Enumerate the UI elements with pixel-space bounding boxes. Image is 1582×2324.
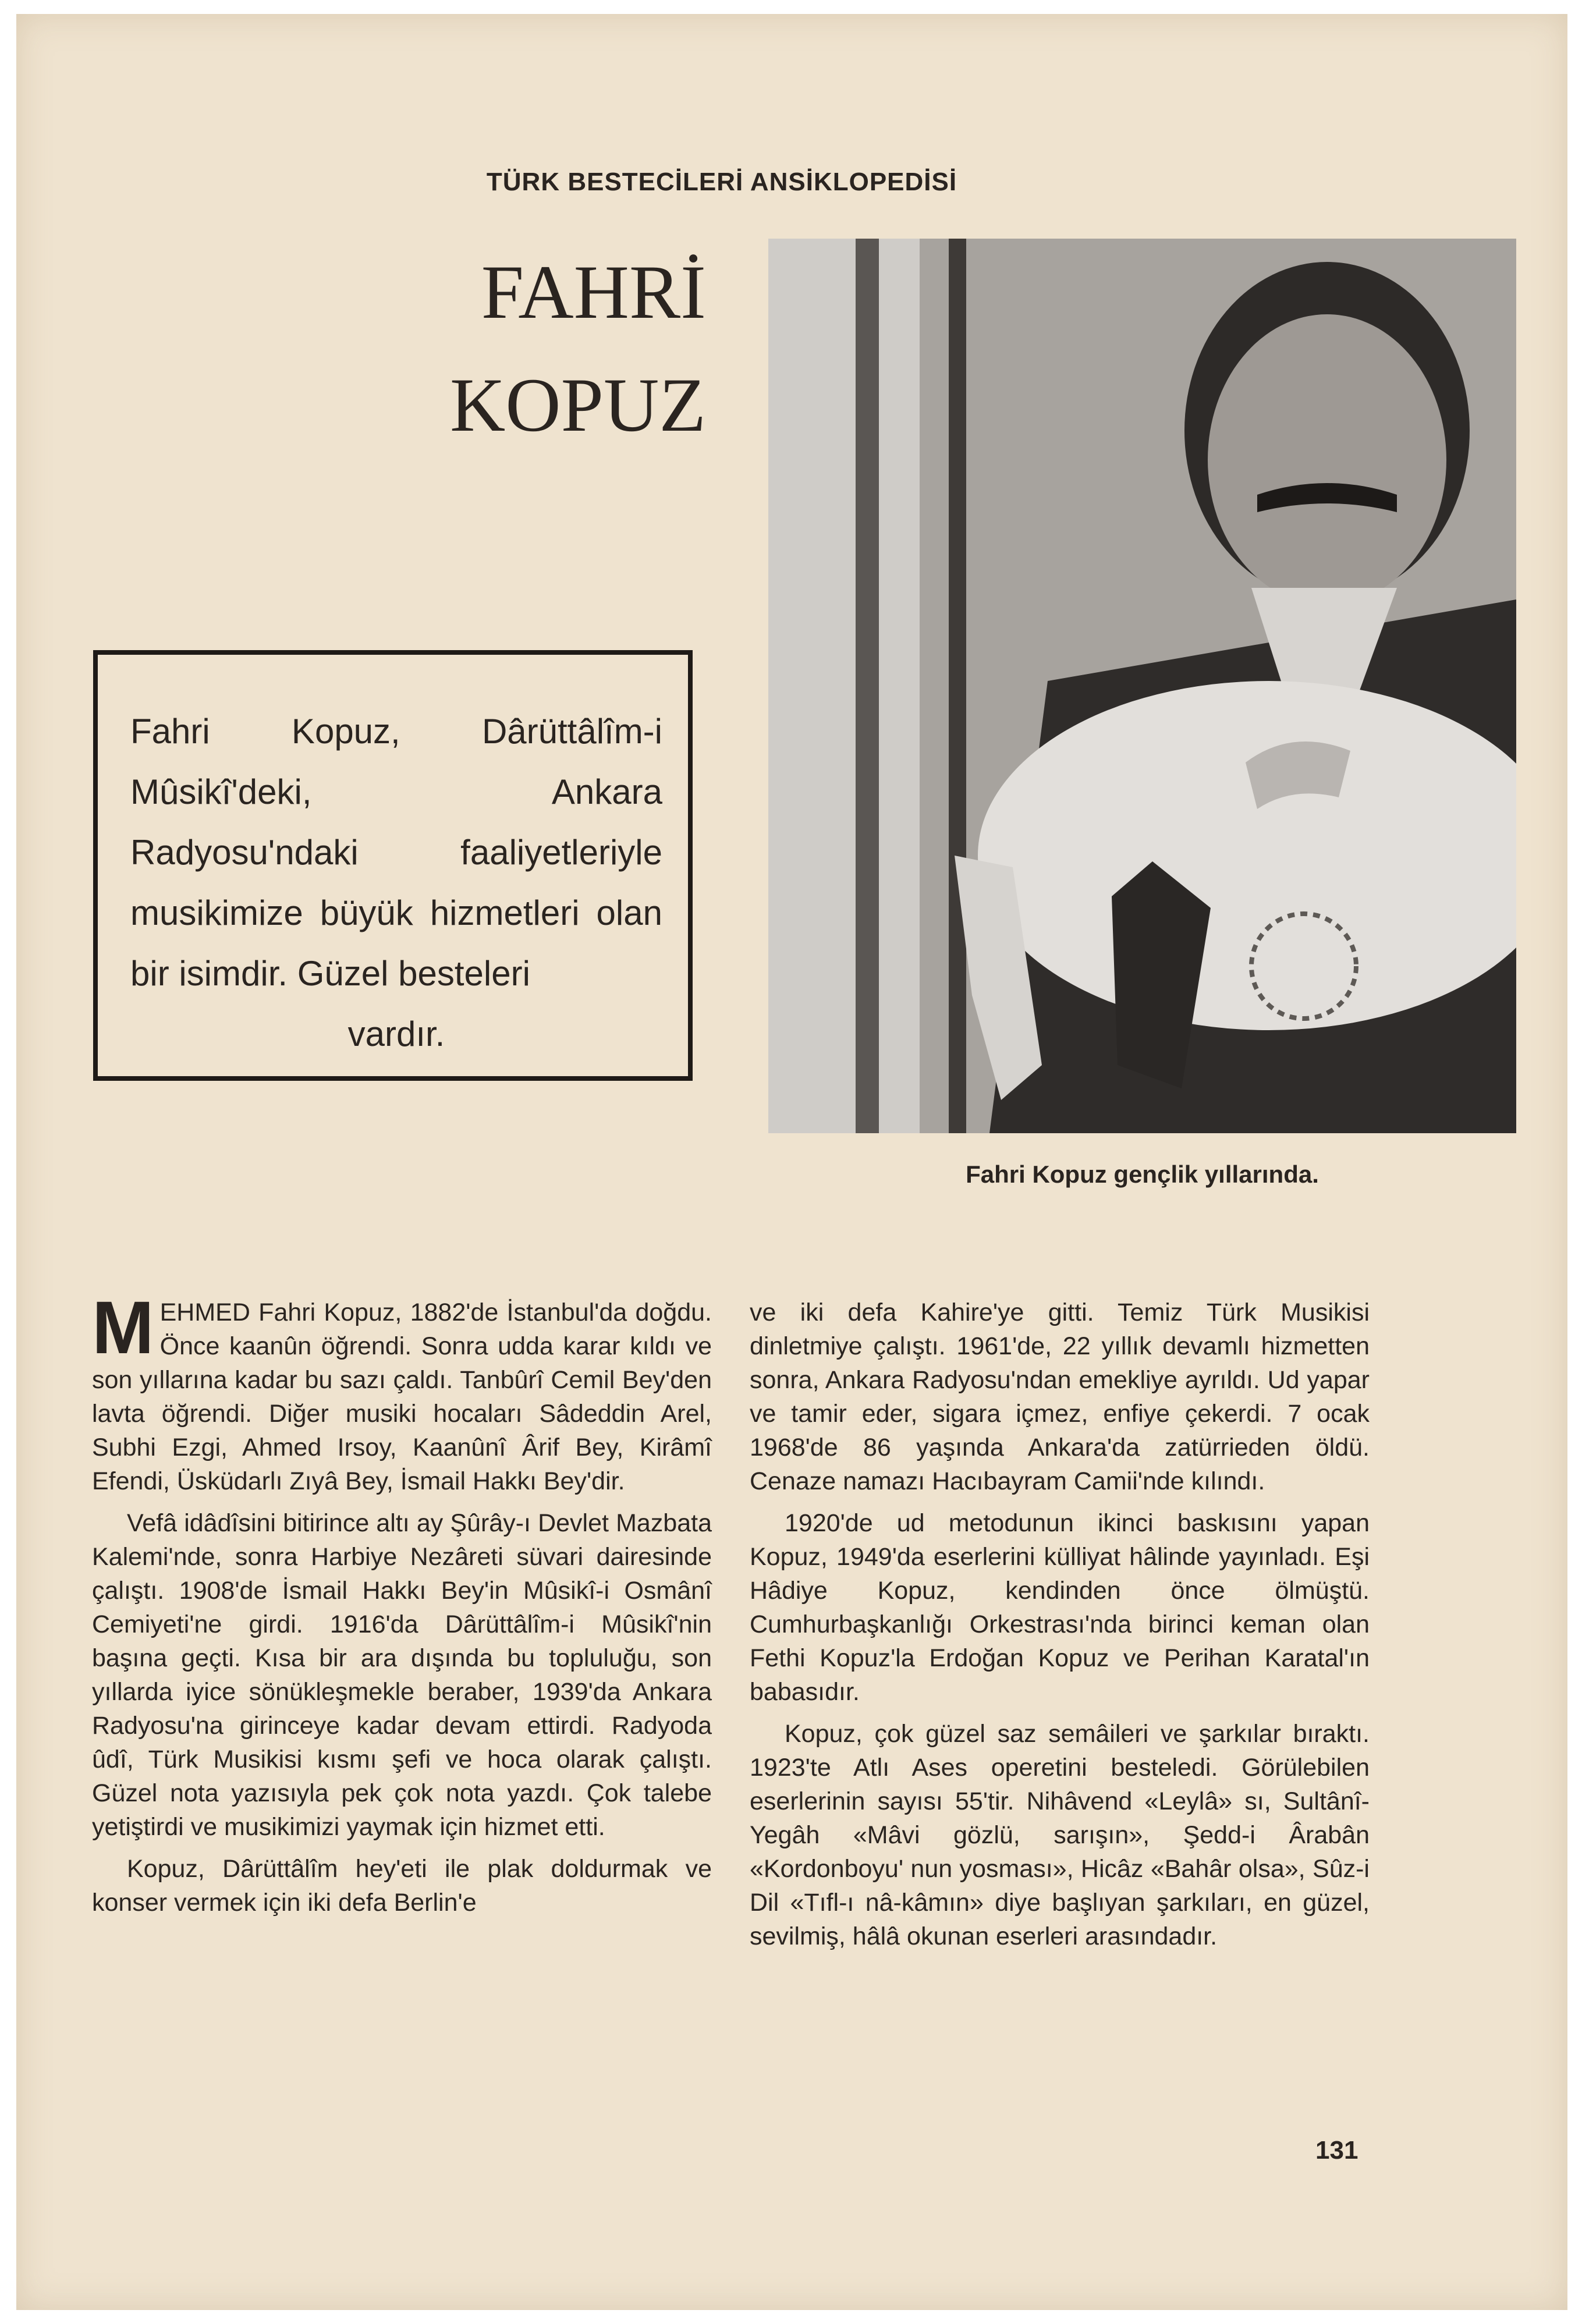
- composer-first-name: FAHRİ: [481, 249, 706, 335]
- article-left-column: [92, 1286, 712, 1928]
- summary-text-end: vardır.: [347, 1014, 445, 1053]
- portrait-photo-drawing: [768, 239, 1516, 1133]
- page-number: 131: [1315, 2136, 1358, 2165]
- article-paragraph: Kopuz, Dârüttâlîm hey'eti ile plak doldurmak ve konser vermek için iki defa Berlin'e: [92, 1855, 712, 1917]
- article-paragraph: 1920'de ud metodunun ikinci baskısını yapan Kopuz, 1949'da eserlerini külliyat hâlinde yayınladı. Eşi Hâdiye Kopuz, kendinden önce ölmüştü. Cumhurbaşkanlığı Orkestrası'nda birinci keman olan Fethi Kopuz'la Erdoğan Kopuz ve Perihan Karatal'ın babasıdır.: [750, 1509, 1370, 1706]
- article-paragraph: [92, 1286, 712, 1498]
- encyclopedia-header: TÜRK BESTECİLERİ ANSİKLOPEDİSİ: [486, 168, 957, 196]
- article-paragraph: Kopuz, çok güzel saz semâileri ve şarkılar bıraktı. 1923'te Atlı Ases operetini besteledi. Görülebilen eserlerinin sayısı 55'tir. Nihâvend «Leylâ» sı, Sultânî-Yegâh «Mâvi gözlü, sarışın», Şedd-i Ârabân «Kordonboyu' nun yosması», Hicâz «Bahâr olsa», Sûz-i Dil «Tıfl-ı nâ-kâmın» diye başlıyan şarkıları, en güzel, sevilmiş, hâlâ okunan eserleri arasındadır.: [750, 1720, 1370, 1950]
- photo-caption: Fahri Kopuz gençlik yıllarında.: [966, 1161, 1319, 1188]
- article-paragraph: ve iki defa Kahire'ye gitti. Temiz Türk Musikisi dinletmiye çalıştı. 1961'de, 22 yıllık devamlı hizmetten sonra, Ankara Radyosu'ndan emekliye ayrıldı. Ud yapar ve tamir eder, sigara içmez, enfiye çekerdi. 7 ocak 1968'de 86 yaşında Ankara'da zatürrieden öldü. Cenaze namazı Hacıbayram Camii'nde kılındı.: [750, 1298, 1370, 1495]
- drop-cap: M: [92, 1286, 154, 1369]
- summary-text: Fahri Kopuz, Dârüttâlîm-i Mûsikî'deki, Ankara Radyosu'ndaki faaliyetleriyle musikimize büyük hizmetleri olan bir isimdir. Güzel besteleri: [130, 712, 662, 993]
- summary-box: [93, 650, 693, 1081]
- article-right-column: [750, 1296, 1370, 1961]
- composer-last-name: KOPUZ: [449, 362, 706, 448]
- article-paragraph: Vefâ idâdîsini bitirince altı ay Şûrây-ı Devlet Mazbata Kalemi'nde, sonra Harbiye Nezâreti süvari dairesinde çalıştı. 1908'de İsmail Hakkı Bey'in Mûsikî-i Osmânî Cemiyeti'ne girdi. 1916'da Dârüttâlîm-i Mûsikî'nin başına geçti. Kısa bir ara dışında bu topluluğu, son yıllarda iyice sönükleşmekle beraber, 1939'da Ankara Radyosu'na girinceye kadar devam ettirdi. Radyoda ûdî, Türk Musikisi kısmı şefi ve hoca olarak çalıştı. Güzel nota yazısıyla pek çok nota yazdı. Çok talebe yetiştirdi ve musikimizi yaymak için hizmet etti.: [92, 1509, 712, 1841]
- paragraph-text: EHMED Fahri Kopuz, 1882'de İstanbul'da doğdu. Önce kaanûn öğrendi. Sonra udda karar kıldı ve son yıllarına kadar bu sazı çaldı. Tanbûrî Cemil Bey'den lavta öğrendi. Diğer musiki hocaları Sâdeddin Arel, Subhi Ezgi, Ahmed Irsoy, Kaanûnî Ârif Bey, Kirâmî Efendi, Üsküdarlı Zıyâ Bey, İsmail Hakkı Bey'dir.: [92, 1298, 712, 1495]
- portrait-photo: [768, 239, 1516, 1133]
